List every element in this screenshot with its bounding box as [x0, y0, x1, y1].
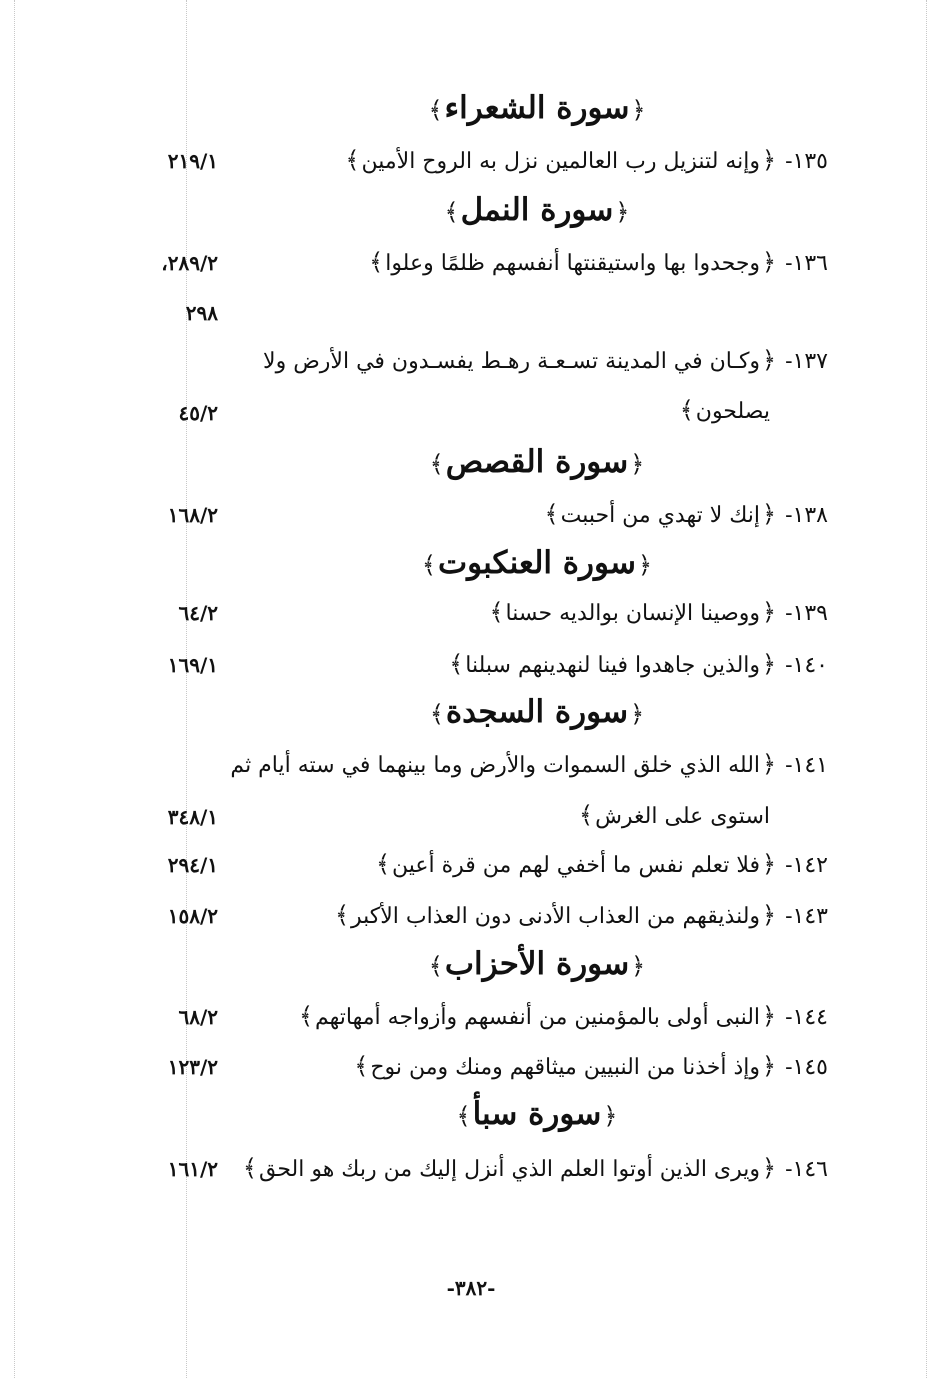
ornament-close-icon: ﴾: [421, 551, 436, 579]
ornament-open-icon: ﴿: [762, 650, 777, 678]
ornament-close-icon: ﴾: [429, 450, 444, 478]
sura-heading: ﴿سورة الشعراء﴾: [428, 90, 646, 126]
verse-reference: ٤٥/٢: [178, 401, 218, 425]
ornament-close-icon: ﴾: [428, 952, 443, 980]
ornament-close-icon: ﴾: [679, 396, 694, 424]
verse-reference: ٣٤٨/١: [167, 805, 218, 829]
ornament-open-icon: ﴿: [762, 1002, 777, 1030]
verse-line: ١٤٠- ﴿والذين جاهدوا فينا لنهدينهم سبلنا﴾: [449, 650, 828, 678]
verse-line: ١٣٥- ﴿وإنه لتنزيل رب العالمين نزل به الروح الأمين﴾: [345, 146, 828, 174]
verse-reference: ١٢٣/٢: [167, 1055, 218, 1079]
sura-heading: ﴿سورة النمل﴾: [444, 192, 630, 228]
ornament-open-icon: ﴿: [762, 1052, 777, 1080]
ornament-open-icon: ﴿: [762, 146, 777, 174]
ornament-close-icon: ﴾: [334, 901, 349, 929]
ornament-close-icon: ﴾: [345, 146, 360, 174]
sura-heading: ﴿سورة السجدة﴾: [429, 694, 645, 730]
ornament-close-icon: ﴾: [242, 1154, 257, 1182]
ornament-close-icon: ﴾: [429, 700, 444, 728]
ornament-close-icon: ﴾: [444, 198, 459, 226]
verse-reference: ٢٩٤/١: [167, 853, 218, 877]
verse-line: ١٣٩- ﴿ووصينا الإنسان بوالديه حسنا﴾: [489, 598, 828, 626]
verse-line: ١٤٦- ﴿ويرى الذين أوتوا العلم الذي أنزل إليك من ربك هو الحق﴾: [242, 1154, 828, 1182]
ornament-open-icon: ﴿: [762, 346, 777, 374]
ornament-close-icon: ﴾: [489, 598, 504, 626]
ornament-close-icon: ﴾: [428, 96, 443, 124]
verse-continuation: استوى على الغرش﴾: [579, 801, 770, 829]
ornament-open-icon: ﴿: [630, 450, 645, 478]
verse-line: ١٤٤- ﴿النبى أولى بالمؤمنين من أنفسهم وأزواجه أمهاتهم﴾: [298, 1002, 828, 1030]
verse-line: ١٤٢- ﴿فلا تعلم نفس ما أخفي لهم من قرة أعين﴾: [375, 850, 828, 878]
verse-reference: ٢٨٩/٢،: [161, 251, 218, 275]
verse-reference: ٦٨/٢: [178, 1005, 218, 1029]
verse-line: ١٣٨- ﴿إنك لا تهدي من أحببت﴾: [544, 500, 828, 528]
verse-reference: ١٦٨/٢: [167, 503, 218, 527]
verse-line: ١٣٧- ﴿وكـان في المدينة تسـعـة رهـط يفسـدون في الأرض ولا: [263, 346, 828, 374]
verse-continuation: يصلحون﴾: [679, 396, 770, 424]
ornament-open-icon: ﴿: [762, 750, 777, 778]
ornament-open-icon: ﴿: [603, 1102, 618, 1130]
ornament-close-icon: ﴾: [375, 850, 390, 878]
page-number: -٣٨٢-: [446, 1276, 496, 1300]
ornament-open-icon: ﴿: [762, 850, 777, 878]
ornament-close-icon: ﴾: [354, 1052, 369, 1080]
ornament-close-icon: ﴾: [369, 248, 384, 276]
ornament-open-icon: ﴿: [762, 248, 777, 276]
ornament-close-icon: ﴾: [449, 650, 464, 678]
verse-reference: ١٥٨/٢: [167, 904, 218, 928]
ornament-open-icon: ﴿: [638, 551, 653, 579]
scan-border-right: [926, 0, 927, 1378]
verse-line: ١٤٥- ﴿وإذ أخذنا من النبيين ميثاقهم ومنك ومن نوح﴾: [354, 1052, 828, 1080]
ornament-open-icon: ﴿: [762, 500, 777, 528]
ornament-open-icon: ﴿: [762, 1154, 777, 1182]
ornament-close-icon: ﴾: [544, 500, 559, 528]
verse-reference: ٢١٩/١: [167, 149, 218, 173]
verse-reference-continued: ٢٩٨: [185, 301, 218, 325]
scan-border-left: [14, 0, 15, 1378]
ornament-open-icon: ﴿: [631, 952, 646, 980]
ornament-open-icon: ﴿: [615, 198, 630, 226]
ornament-close-icon: ﴾: [456, 1102, 471, 1130]
sura-heading: ﴿سورة سبأ﴾: [456, 1096, 618, 1132]
verse-reference: ٦٤/٢: [178, 601, 218, 625]
ornament-open-icon: ﴿: [630, 700, 645, 728]
sura-heading: ﴿سورة القصص﴾: [429, 444, 645, 480]
ornament-open-icon: ﴿: [631, 96, 646, 124]
ornament-close-icon: ﴾: [298, 1002, 314, 1030]
ornament-open-icon: ﴿: [762, 901, 777, 929]
ornament-close-icon: ﴾: [579, 801, 594, 829]
ornament-open-icon: ﴿: [762, 598, 777, 626]
verse-reference: ١٦٩/١: [167, 653, 218, 677]
sura-heading: ﴿سورة العنكبوت﴾: [421, 545, 653, 581]
verse-line: ١٣٦- ﴿وجحدوا بها واستيقنتها أنفسهم ظلمًا وعلوا﴾: [369, 248, 828, 276]
verse-line: ١٤٣- ﴿ولنذيقهم من العذاب الأدنى دون العذاب الأكبر﴾: [334, 901, 828, 929]
verse-reference: ١٦١/٢: [167, 1157, 218, 1181]
verse-line: ١٤١- ﴿الله الذي خلق السموات والأرض وما بينهما في سته أيام ثم: [230, 750, 828, 778]
sura-heading: ﴿سورة الأحزاب﴾: [428, 946, 646, 982]
